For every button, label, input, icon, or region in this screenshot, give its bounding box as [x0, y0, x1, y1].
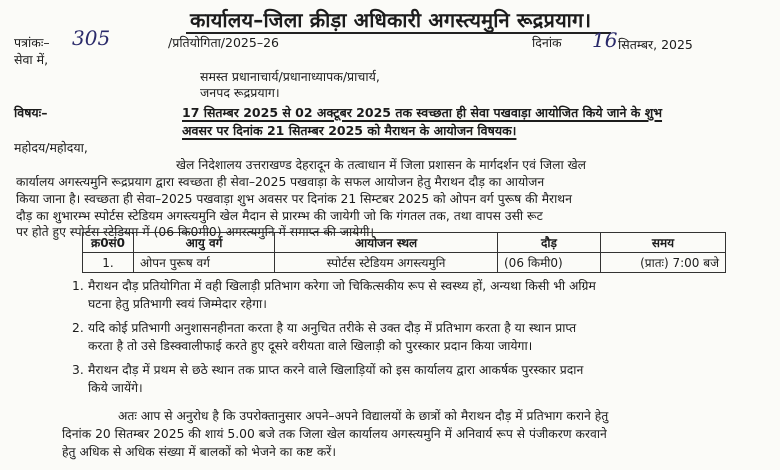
condition-line: मैराथन दौड़ में प्रथम से छठे स्थान तक प्राप्त करने वाले खिलाड़ियों को इस कार्यालय द्वारा आकर्षक पुरस्कार प्रदान — [88, 363, 584, 377]
body-line: कार्यालय अगस्त्यमुनि रूद्रप्रयाग द्वारा स्वच्छता ही सेवा–2025 पखवाड़ा के सफल आयोजन हेतु मैराथन दौड़ का आयोजन — [16, 175, 545, 189]
condition-number: 2. — [72, 321, 84, 335]
date-suffix: सितम्बर, 2025 — [618, 37, 693, 52]
recipient-line1: समस्त प्रधानाचार्य/प्रधानाध्यापक/प्राचार्य, — [200, 69, 380, 84]
body-line: दौड़ का शुभारम्भ स्पोर्टस स्टेडियम अगस्त्यमुनि खेल मैदान से प्रारम्भ की जायेगी जो कि गंगतल तक, तथा वापस उसी रूट — [16, 209, 543, 223]
letter-number-suffix: /प्रतियोगिता/2025–26 — [168, 35, 279, 50]
col-header-venue: आयोजन स्थल — [275, 233, 498, 253]
condition-line: करता है तो उसे डिस्क्वालीफाई करते हुए दूसरे वरीयता वाले खिलाड़ी को पुरस्कार प्रदान किया जायेगा। — [88, 339, 533, 353]
condition-line: यदि कोई प्रतिभागी अनुशासनहीनता करता है या अनुचित तरीके से उक्त दौड़ में प्रतिभाग करता है या स्थान प्राप्त — [88, 321, 577, 335]
col-header-age-group: आयु वर्ग — [134, 233, 275, 253]
closing-line: अतः आप से अनुरोध है कि उपरोक्तानुसार अपने–अपने विद्यालयों के छात्रों को मैराथन दौड़ में प्रतिभाग कराने हेतु — [118, 409, 609, 423]
table-row — [83, 253, 726, 273]
cell-venue: स्पोर्टस स्टेडियम अगस्त्यमुनि — [275, 253, 498, 273]
letter-number-handwritten: 305 — [72, 26, 111, 50]
cell-age-group: ओपन पुरूष वर्ग — [134, 253, 275, 273]
col-header-time: समय — [601, 233, 726, 253]
greeting: महोदय/महोदया, — [14, 140, 88, 155]
cell-time: (प्रातः) 7:00 बजे — [601, 253, 726, 273]
cell-serial: 1. — [83, 253, 134, 273]
condition-number: 3. — [72, 363, 84, 377]
recipient-line2: जनपद रूद्रप्रयाग। — [200, 85, 280, 100]
subject-line1: 17 सितम्बर 2025 से 02 अक्टूबर 2025 तक स्वच्छता ही सेवा पखवाड़ा आयोजित किये जाने के शुभ — [182, 105, 663, 120]
date-handwritten: 16 — [592, 28, 618, 52]
office-title: कार्यालय–जिला क्रीड़ा अधिकारी अगस्त्यमुनि रूद्रप्रयाग। — [190, 8, 592, 32]
letter-number-label: पत्रांकः– — [14, 35, 50, 50]
col-header-serial: क्र0सं0 — [83, 233, 134, 253]
closing-line: दिनांक 20 सितम्बर 2025 की शायं 5.00 बजे तक जिला खेल कार्यालय अगस्त्यमुनि में अनिवार्य रूप से पंजीकरण करवाने — [62, 427, 607, 441]
salutation-to: सेवा में, — [14, 52, 49, 67]
table-header-row — [83, 233, 726, 253]
date-label: दिनांक — [532, 35, 562, 50]
subject-label: विषयः– — [14, 105, 48, 120]
closing-line: हेतु अधिक से अधिक संख्या में बालकों को भेजने का कष्ट करें। — [62, 445, 336, 459]
condition-line: मैराथन दौड़ प्रतियोगिता में वही खिलाड़ी प्रतिभाग करेगा जो चिकित्सकीय रूप से स्वस्थ्य हों, अन्यथा किसी भी अग्रिम — [88, 279, 596, 293]
condition-line: किये जायेंगे। — [88, 381, 143, 395]
body-line: किया जाना है। स्वच्छता ही सेवा–2025 पखवाड़ा शुभ अवसर पर दिनांक 21 सिम्टबर 2025 को ओपन वर्ग पुरूष की मैराथन — [16, 192, 572, 206]
marathon-schedule-table — [82, 232, 726, 273]
condition-number: 1. — [72, 279, 84, 293]
body-line: पर होते हुए स्पोर्टस स्टेडियम में (06 कि0मी0) अगस्त्यमुनि में समाप्त की जायेगी। — [16, 225, 375, 239]
subject-line2: अवसर पर दिनांक 21 सितम्बर 2025 को मैराथन के आयोजन विषयक। — [182, 123, 517, 138]
body-line: खेल निदेशालय उत्तराखण्ड देहरादून के तत्वाधान में जिला प्रशासन के मार्गदर्शन एवं जिला खेल — [176, 158, 586, 172]
cell-race: (06 किमी0) — [498, 253, 601, 273]
condition-line: घटना हेतु प्रतिभागी स्वयं जिम्मेदार रहेगा। — [88, 297, 267, 311]
col-header-race: दौड़ — [498, 233, 601, 253]
